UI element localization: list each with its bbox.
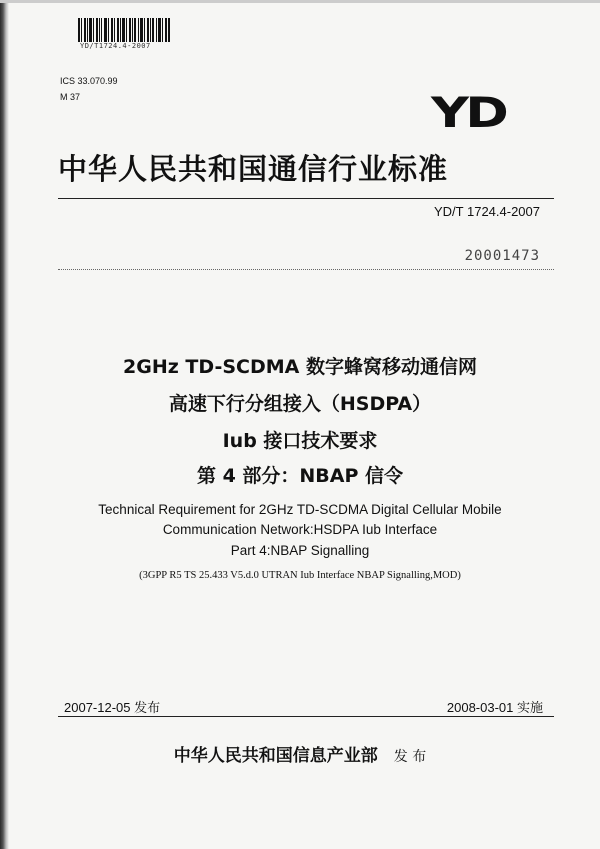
barcode-number: YD/T1724.4-2007 <box>80 42 151 50</box>
identity-note: (3GPP R5 TS 25.433 V5.d.0 UTRAN Iub Interface NBAP Signalling,MOD) <box>139 570 461 581</box>
publisher-name: 中华人民共和国信息产业部 <box>173 746 378 766</box>
ccs-code: M 37 <box>60 92 81 102</box>
ics-code: ICS 33.070.99 <box>60 76 118 86</box>
page-scan-top-edge <box>0 0 600 3</box>
page-scan-edge <box>0 0 9 849</box>
title-en-line1: Technical Requirement for 2GHz TD-SCDMA Digital Cellular Mobile <box>98 502 502 517</box>
standard-category-title: 中华人民共和国通信行业标准 <box>58 152 449 186</box>
yd-logo: YD <box>431 88 506 137</box>
footer-divider <box>58 716 554 717</box>
publish-action: 发 布 <box>393 749 427 765</box>
barcode-image <box>78 18 170 42</box>
stamp-divider <box>58 269 554 270</box>
title-en-line3: Part 4:NBAP Signalling <box>230 543 370 558</box>
implementation-date: 2008-03-01 实施 <box>446 700 543 715</box>
title-cn-line1: 2GHz TD-SCDMA 数字蜂窝移动通信网 <box>123 356 477 378</box>
header-divider <box>58 198 554 199</box>
title-en-line2: Communication Network:HSDPA Iub Interface <box>162 522 438 537</box>
stamp-number: 20001473 <box>464 248 540 264</box>
standard-number: YD/T 1724.4-2007 <box>434 204 540 219</box>
title-cn-line2: 高速下行分组接入（HSDPA） <box>168 393 432 415</box>
publisher-line <box>0 741 600 766</box>
title-cn-line3: Iub 接口技术要求 <box>222 430 378 452</box>
title-cn-line4: 第 4 部分：NBAP 信令 <box>196 465 404 487</box>
issue-date: 2007-12-05 发布 <box>64 700 161 715</box>
